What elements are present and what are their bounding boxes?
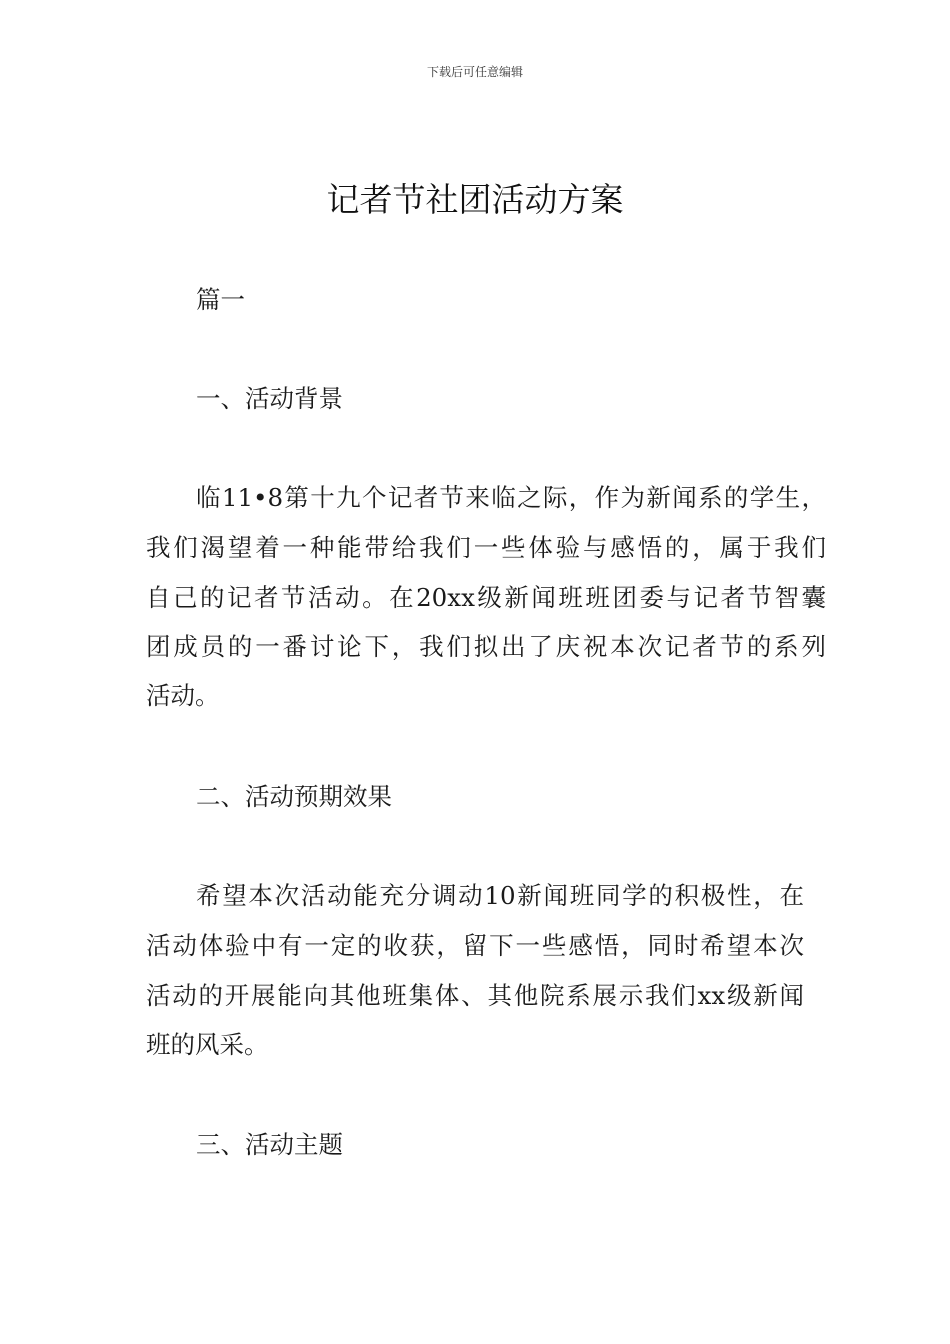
paragraph-line: 班的风采。 xyxy=(146,1030,269,1059)
paragraph-line: 团成员的一番讨论下，我们拟出了庆祝本次记者节的系列 xyxy=(146,632,826,661)
paragraph-line: 自己的记者节活动。在20xx级新闻班班团委与记者节智囊 xyxy=(146,583,826,612)
part-label: 篇一 xyxy=(196,285,245,314)
paragraph-line: 临11•8第十九个记者节来临之际，作为新闻系的学生， xyxy=(196,483,826,512)
section-heading-background: 一、活动背景 xyxy=(196,384,343,413)
paragraph-line: 活动的开展能向其他班集体、其他院系展示我们xx级新闻 xyxy=(146,981,804,1010)
paragraph-line: 活动体验中有一定的收获，留下一些感悟，同时希望本次 xyxy=(146,931,804,960)
paragraph-line: 我们渴望着一种能带给我们一些体验与感悟的，属于我们 xyxy=(146,533,826,562)
paragraph-line: 希望本次活动能充分调动10新闻班同学的积极性，在 xyxy=(196,881,804,910)
page-title: 记者节社团活动方案 xyxy=(326,180,624,219)
section-heading-theme: 三、活动主题 xyxy=(196,1130,343,1159)
download-note: 下载后可任意编辑 xyxy=(426,65,523,79)
section-heading-expected-effect: 二、活动预期效果 xyxy=(196,782,392,811)
paragraph-line: 活动。 xyxy=(146,681,220,710)
